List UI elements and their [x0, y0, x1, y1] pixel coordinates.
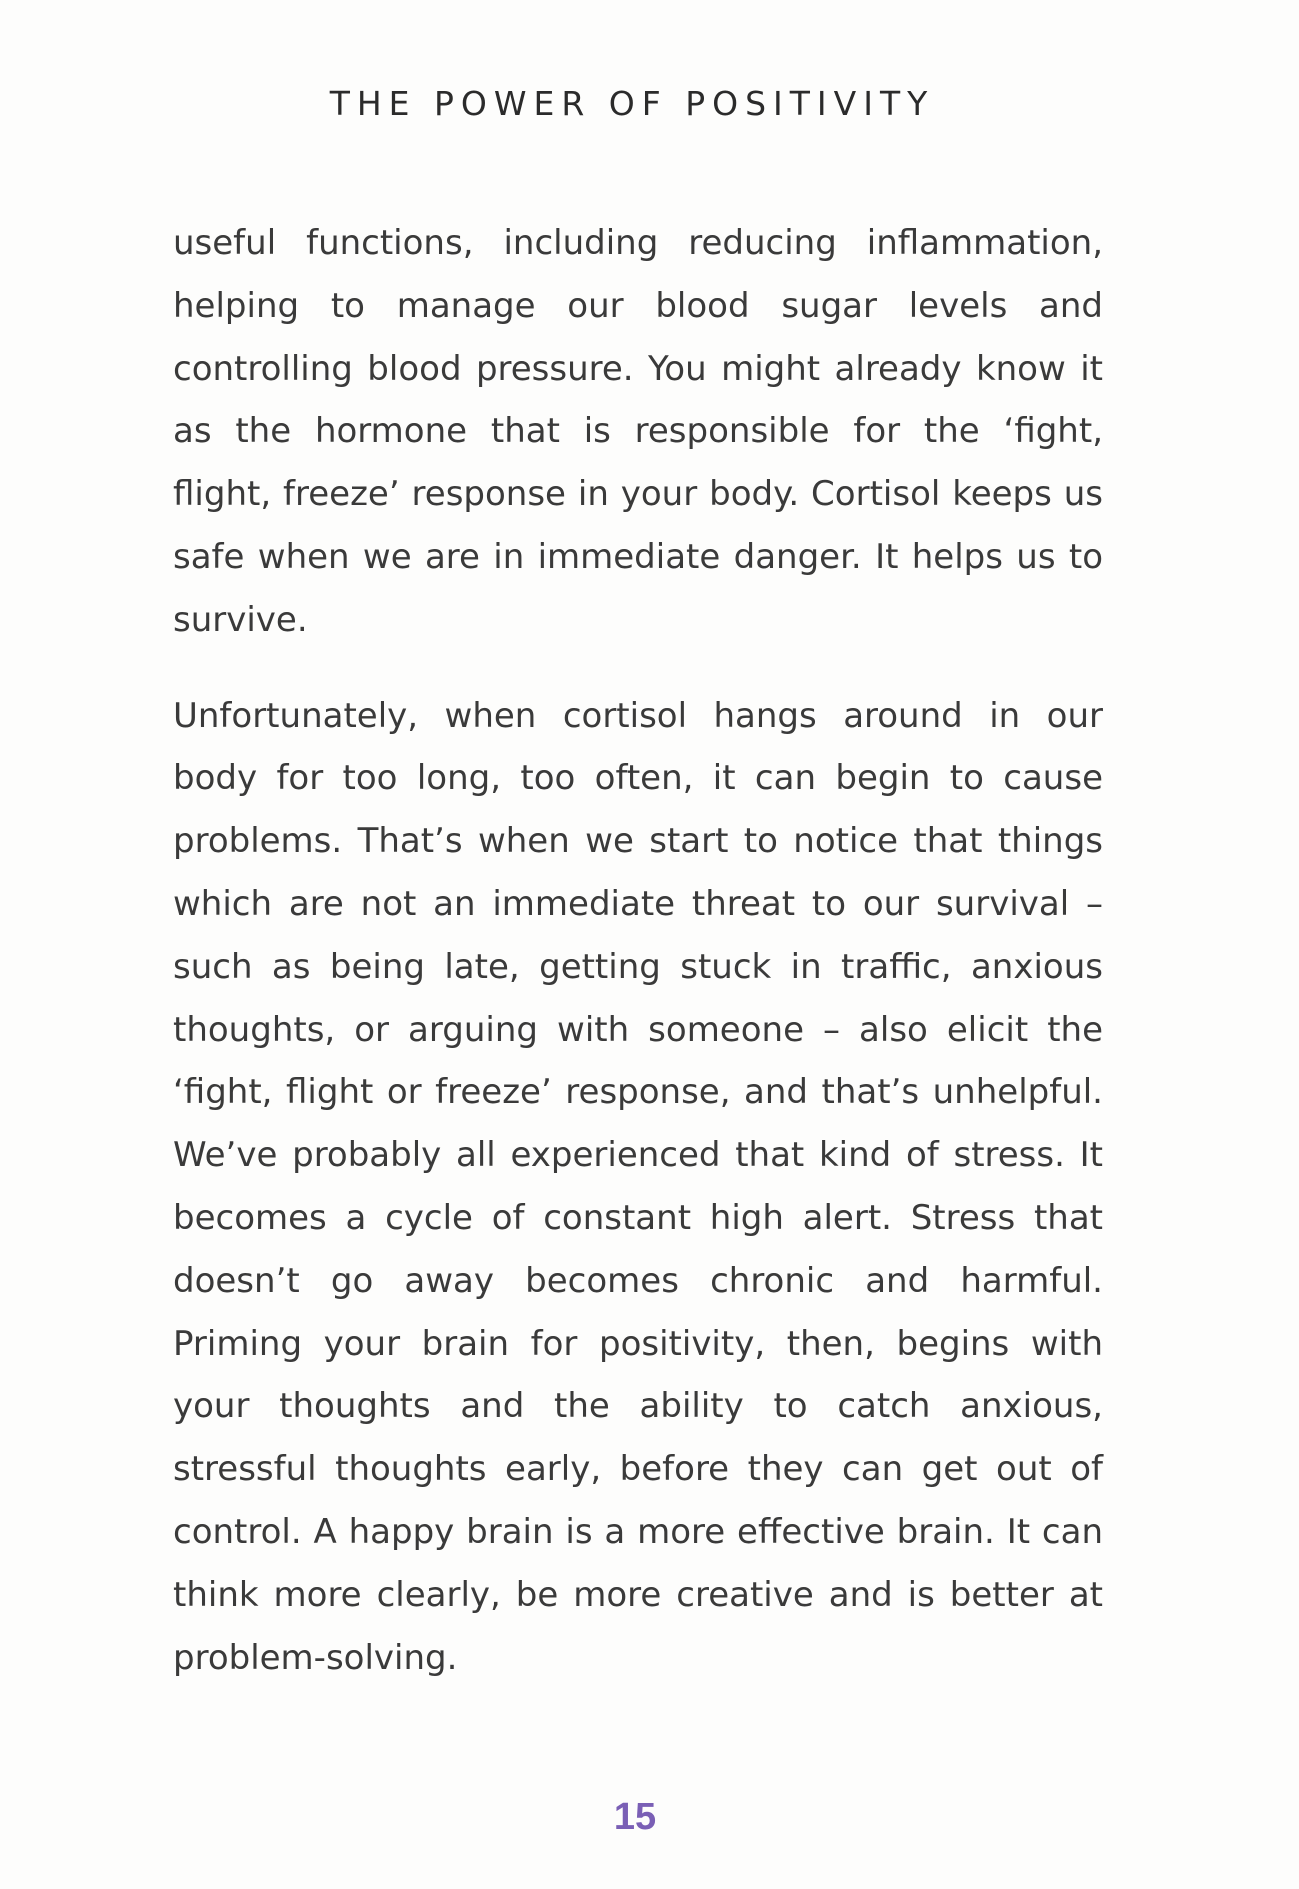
paragraph-2: Unfortunately, when cortisol hangs around in our body for too long, too often, it can begin to cause problems. That’s when we start to notice that things which are not an immediate threat to our survival – such as being late, getting stuck in traffic, anxious thoughts, or arguing with someone – also elicit the ‘fight, flight or freeze’ response, and that’s unhelpful. We’ve probably all experienced that kind of stress. It becomes a cycle of constant high alert. Stress that doesn’t go away becomes chronic and harmful. Priming your brain for positivity, then, begins with your thoughts and the ability to catch anxious, stressful thoughts early, before they can get out of control. A happy brain is a more effective brain. It can think more clearly, be more creative and is better at problem-solving.: [173, 695, 1103, 1678]
paragraph-1: useful functions, including reducing inflammation, helping to manage our blood sugar levels and controlling blood pressure. You might already know it as the hormone that is responsible for the ‘fight, flight, freeze’ response in your body. Cortisol keeps us safe when we are in immediate danger. It helps us to survive.: [173, 223, 1103, 640]
body-text: [173, 212, 1103, 1689]
page-number: 15: [613, 1796, 657, 1838]
running-header: THE POWER OF POSITIVITY: [329, 84, 935, 123]
